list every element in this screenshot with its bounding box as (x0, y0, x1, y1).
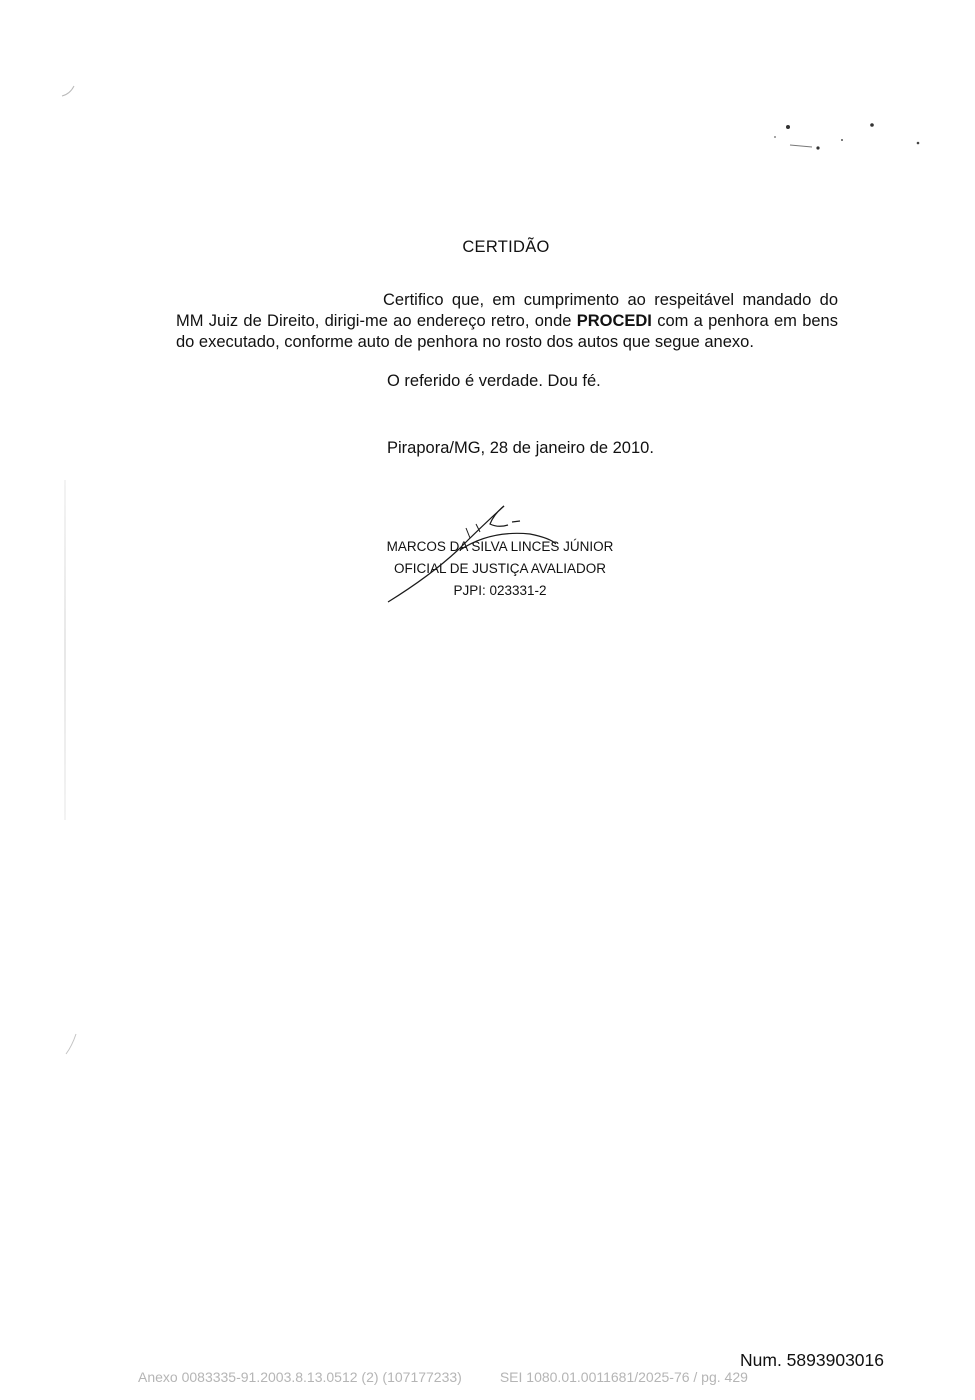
signer-name: MARCOS DA SILVA LINCES JÚNIOR (386, 539, 614, 554)
footer-annex: Anexo 0083335-91.2003.8.13.0512 (2) (107177233) (138, 1369, 462, 1385)
footer-sei: SEI 1080.01.0011681/2025-76 / pg. 429 (499, 1369, 748, 1385)
paragraph-lead: Certifico que, em cumprimento ao respeitável mandado do MM Juiz de Direito, dirigi-me ao endereço retro, onde (176, 291, 838, 330)
page-footer (138, 1369, 748, 1385)
document-number-stamp: Num. 5893903016 (740, 1350, 884, 1370)
scan-edge-shadow (64, 480, 66, 820)
place-date: Pirapora/MG, 28 de janeiro de 2010. (387, 439, 654, 457)
scan-speckles (760, 115, 930, 155)
signer-id: PJPI: 023331-2 (453, 583, 547, 598)
pen-mark-icon (62, 1030, 82, 1060)
certificate-paragraph (176, 290, 838, 353)
pen-mark-icon (60, 80, 84, 100)
closing-statement: O referido é verdade. Dou fé. (387, 372, 601, 390)
signer-role: OFICIAL DE JUSTIÇA AVALIADOR (393, 561, 607, 576)
paragraph-tail: com a penhora em bens do executado, conforme auto de penhora no rosto dos autos que segue anexo. (176, 312, 838, 351)
document-title: CERTIDÃO (462, 238, 550, 256)
handwritten-signature (380, 498, 570, 608)
paragraph-bold-word: PROCEDI (576, 312, 652, 330)
